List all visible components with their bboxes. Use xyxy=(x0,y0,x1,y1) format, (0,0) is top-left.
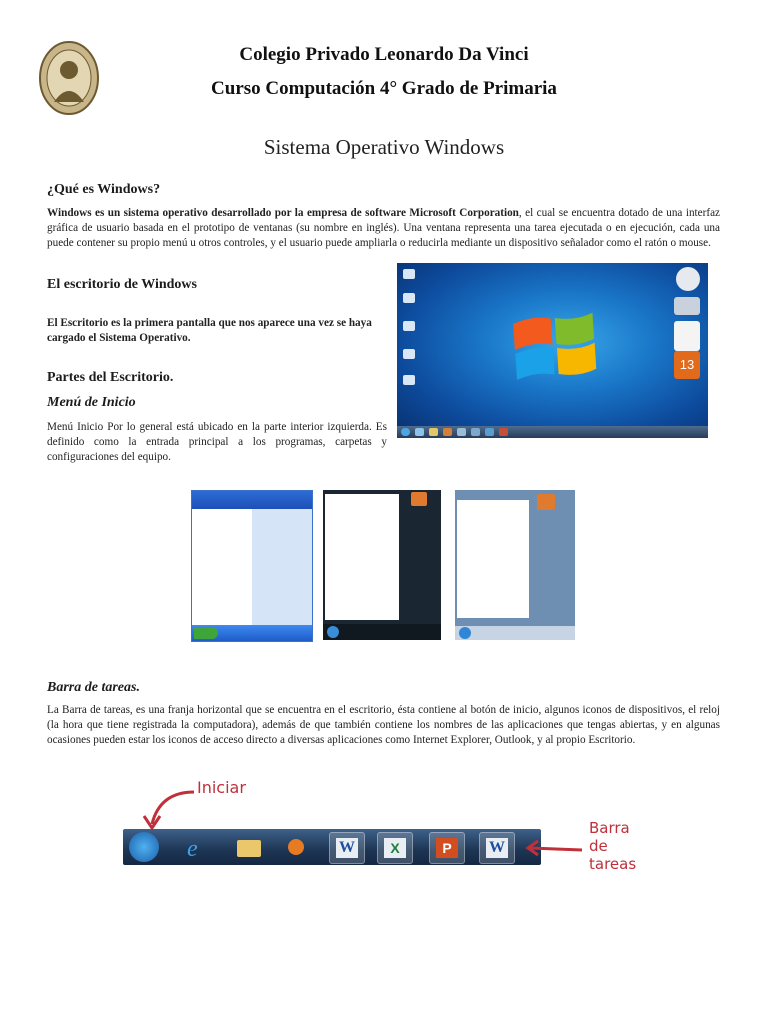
section-heading-parts: Partes del Escritorio. xyxy=(47,370,174,385)
annotation-taskbar: Barra de tareas xyxy=(589,819,637,873)
media-player-icon xyxy=(279,832,313,862)
paragraph-lead: Windows es un sistema operativo desarrollado por la empresa de software Microsoft Corporation xyxy=(47,207,519,219)
internet-explorer-icon xyxy=(179,832,213,862)
word-icon: W xyxy=(479,832,515,864)
paragraph-rest: , el cual se encuentra dotado de una interfaz gráfica de usuario basada en el prototipo de ventanas (su nombre en inglés). Una ventana representa una tarea ejecutada o en ejecución, cada una puede contener su propio menú u otros controles, y el usuario puede ampliarla o reducirla mediante un dispositivo señalador como el ratón o mouse. xyxy=(47,207,720,249)
desktop-paragraph: El Escritorio es la primera pantalla que nos aparece una vez se haya cargado el Sistema Operativo. xyxy=(47,317,372,344)
excel-icon: X xyxy=(377,832,413,864)
folder-icon xyxy=(231,832,265,862)
start-menu-vista-image xyxy=(323,490,441,640)
section-heading-taskbar: Barra de tareas. xyxy=(47,680,140,695)
windows-desktop-screenshot xyxy=(397,263,708,438)
course-name: Curso Computación 4° Grado de Primaria xyxy=(211,78,557,99)
word-icon-active: W xyxy=(329,832,365,864)
subheading-start-menu: Menú de Inicio xyxy=(47,395,136,410)
powerpoint-icon: P xyxy=(429,832,465,864)
taskbar-paragraph: La Barra de tareas, es una franja horizontal que se encuentra en el escritorio, ésta contiene al botón de inicio, algunos iconos de dispositivos, el reloj (la hora que tiene registrada la computadora), además de que también contiene los nombres de las aplicaciones que tengas abiertas, y en algunas ocasiones pueden estar los iconos de acceso directo a diversas aplicaciones como Internet Explorer, Outlook, y al propio Escritorio. xyxy=(47,704,720,746)
start-menu-seven-image xyxy=(455,490,575,640)
section-what-paragraph xyxy=(47,206,720,251)
section-heading-what: ¿Qué es Windows? xyxy=(47,182,161,197)
arrow-to-start-icon xyxy=(140,786,200,830)
start-orb-icon xyxy=(129,832,159,862)
start-menu-xp-image xyxy=(191,490,313,642)
calendar-gadget-day: 13 xyxy=(674,351,700,379)
arrow-to-taskbar-icon xyxy=(524,838,586,858)
start-menu-paragraph: Menú Inicio Por lo general está ubicado en la parte interior izquierda. Es definido como la entrada principal a los programas, carpetas y configuraciones del equipo. xyxy=(47,421,387,463)
school-name: Colegio Privado Leonardo Da Vinci xyxy=(239,44,529,65)
svg-text:e: e xyxy=(187,836,198,862)
section-heading-desktop: El escritorio de Windows xyxy=(47,277,197,292)
annotation-start: Iniciar xyxy=(197,778,246,797)
document-title: Sistema Operativo Windows xyxy=(263,135,505,159)
taskbar-image xyxy=(123,829,541,865)
